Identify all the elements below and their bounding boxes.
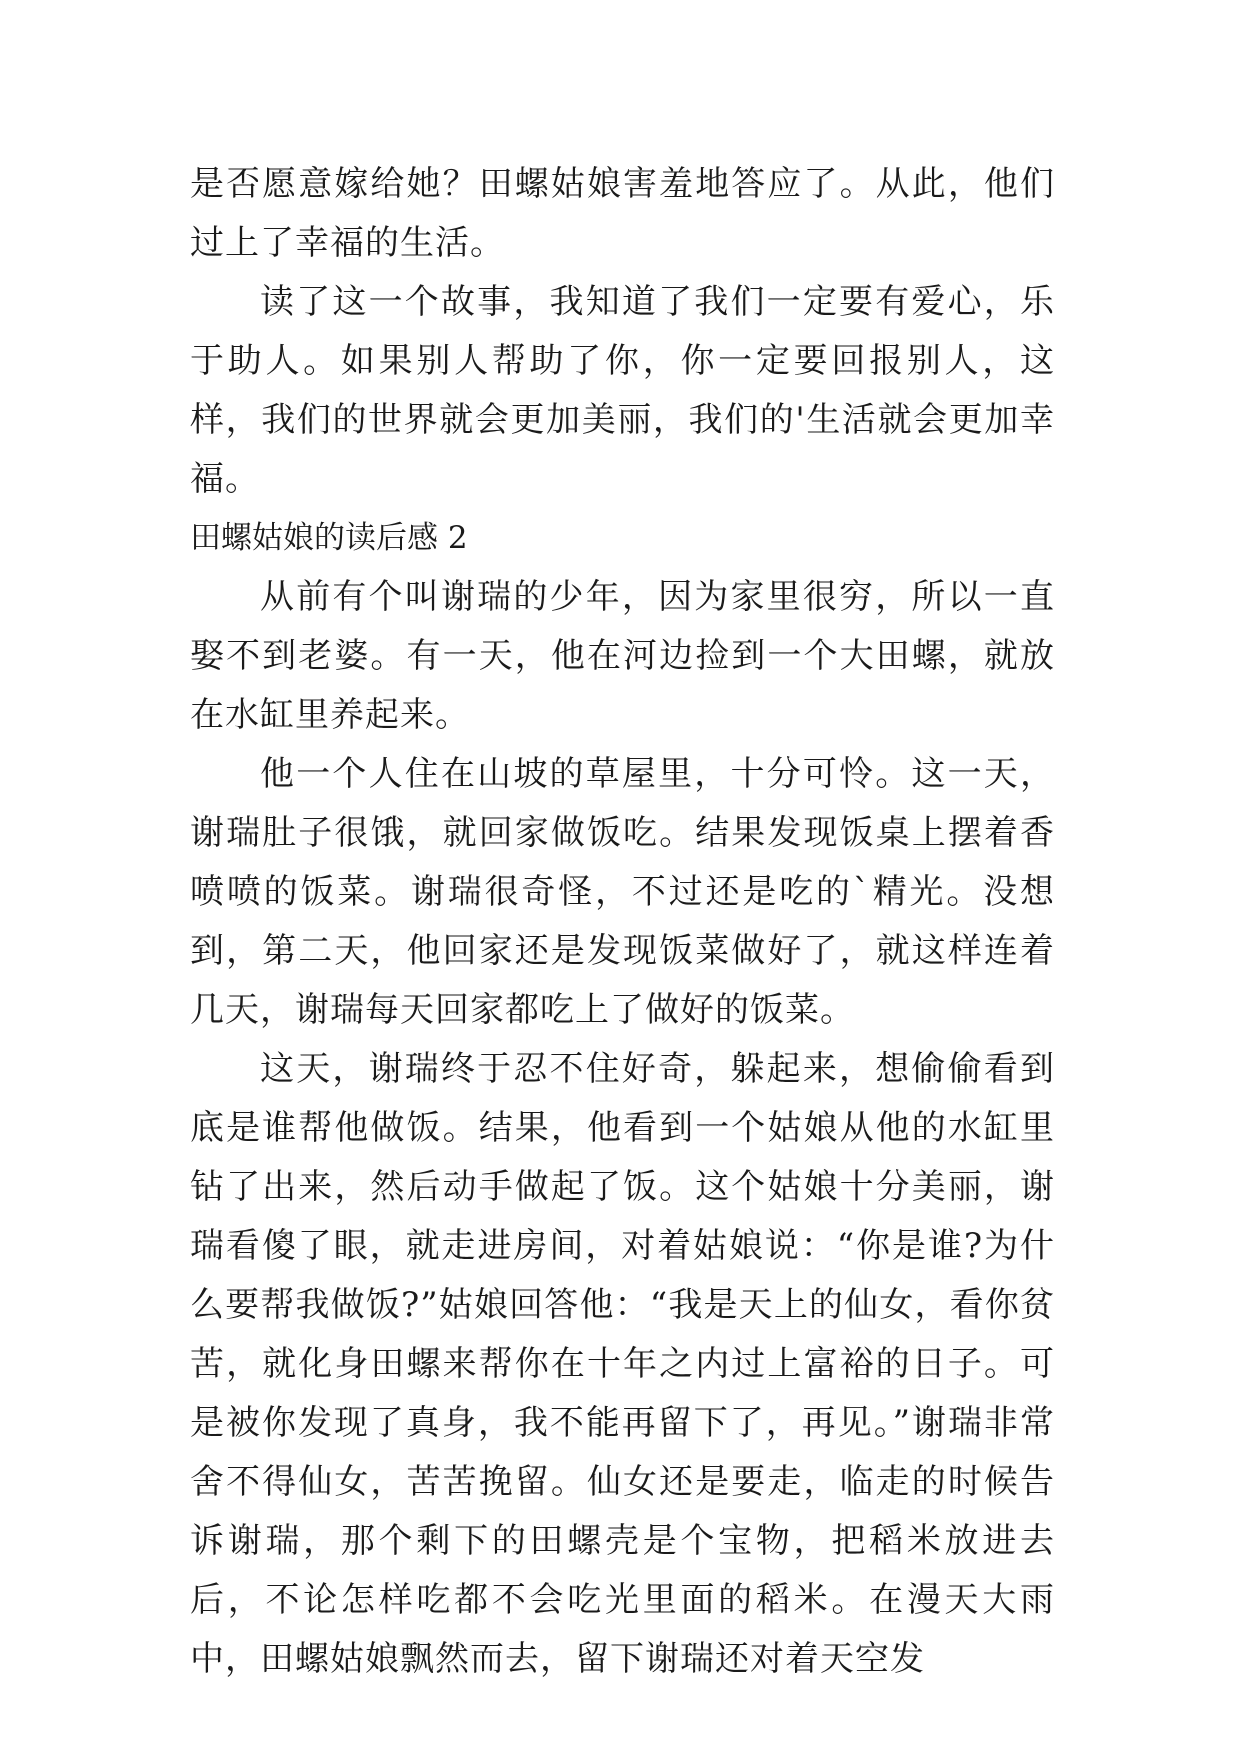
document-body — [190, 155, 1055, 1689]
paragraph-reflection: 读了这一个故事，我知道了我们一定要有爱心，乐于助人。如果别人帮助了你，你一定要回报别人，这样，我们的世界就会更加美丽，我们的'生活就会更加幸福。 — [190, 282, 1055, 499]
paragraph-ending: 是否愿意嫁给她？田螺姑娘害羞地答应了。从此，他们过上了幸福的生活。 — [190, 164, 1055, 263]
section-heading: 田螺姑娘的读后感 2 — [190, 520, 468, 556]
paragraph-story-reveal: 这天，谢瑞终于忍不住好奇，躲起来，想偷偷看到底是谁帮他做饭。结果，他看到一个姑娘从他的水缸里钻了出来，然后动手做起了饭。这个姑娘十分美丽，谢瑞看傻了眼，就走进房间，对着姑娘说：“你是谁?为什么要帮我做饭?”姑娘回答他：“我是天上的仙女，看你贫苦，就化身田螺来帮你在十年之内过上富裕的日子。可是被你发现了真身，我不能再留下了，再见。”谢瑞非常舍不得仙女，苦苦挽留。仙女还是要走，临走的时候告诉谢瑞，那个剩下的田螺壳是个宝物，把稻米放进去后，不论怎样吃都不会吃光里面的稻米。在漫天大雨中，田螺姑娘飘然而去，留下谢瑞还对着天空发 — [190, 1049, 1055, 1679]
paragraph-story-meals: 他一个人住在山坡的草屋里，十分可怜。这一天，谢瑞肚子很饿，就回家做饭吃。结果发现饭桌上摆着香喷喷的饭菜。谢瑞很奇怪，不过还是吃的`精光。没想到，第二天，他回家还是发现饭菜做好了，就这样连着几天，谢瑞每天回家都吃上了做好的饭菜。 — [190, 754, 1055, 1030]
paragraph-story-intro: 从前有个叫谢瑞的少年，因为家里很穷，所以一直娶不到老婆。有一天，他在河边捡到一个大田螺，就放在水缸里养起来。 — [190, 577, 1055, 735]
